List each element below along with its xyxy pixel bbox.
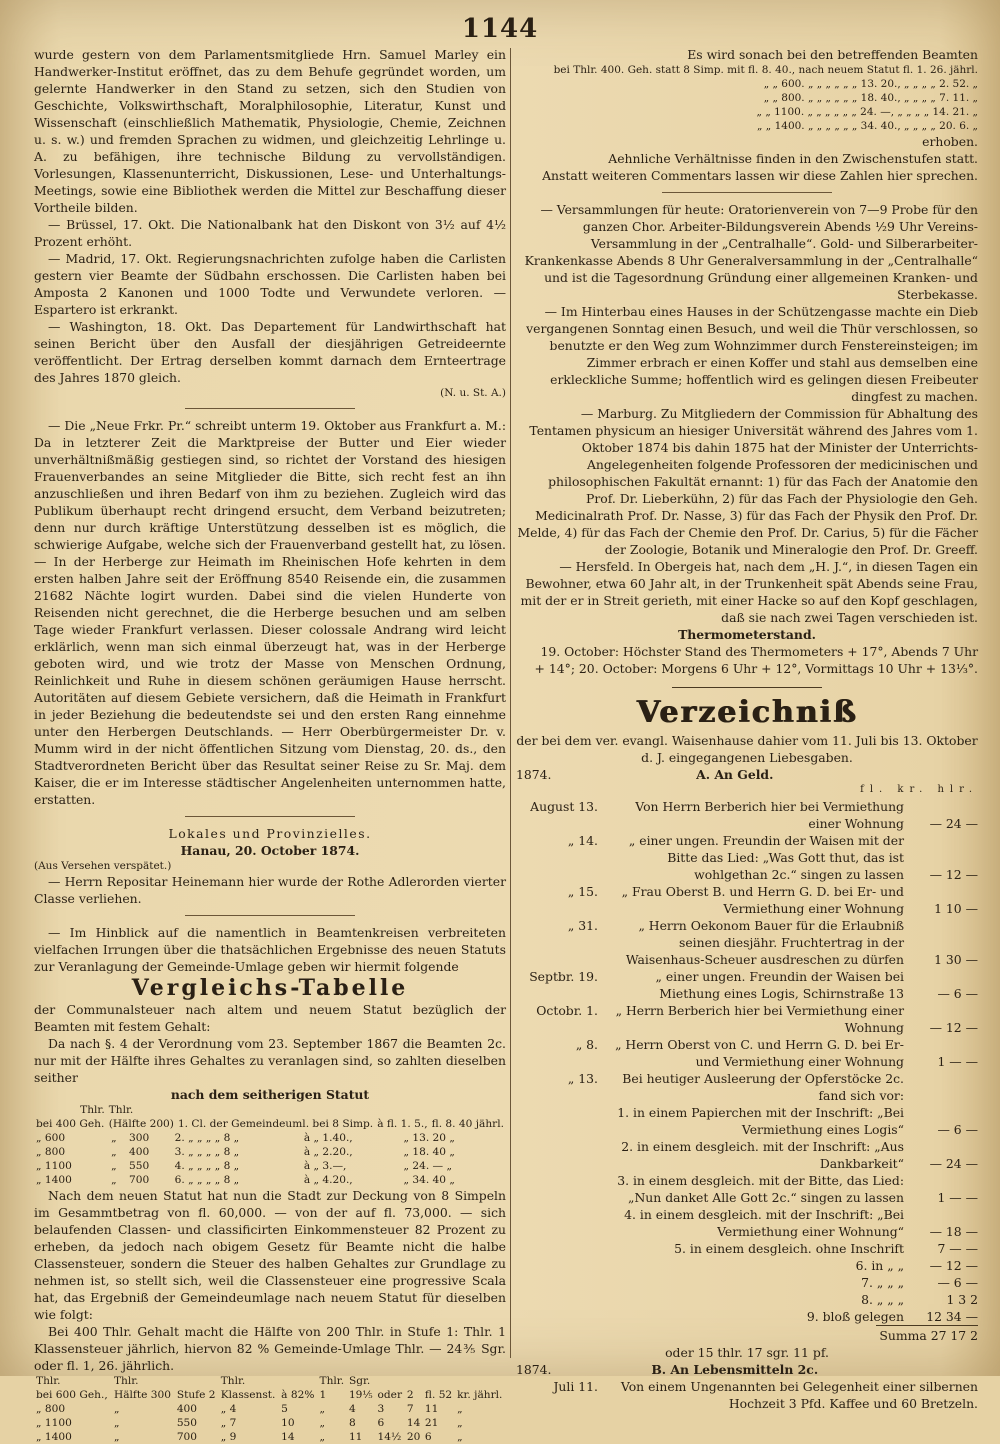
table-cell: 11 — [348, 1431, 363, 1443]
currency-units: fl. kr. hlr. — [860, 784, 978, 795]
table-cell: Klassenst. — [220, 1389, 276, 1401]
entry-date: Septbr. 19. — [529, 969, 598, 984]
table-row — [34, 1388, 506, 1402]
paragraph-intro: — Im Hinblick auf die namentlich in Beamtenkreisen verbreiteten vielfachen Irrungen über die thatsächlichen Ergebnisse des neuen Statuts zur Veranlagung der Gemeinde-Umlage geben wir hiermit folgende — [34, 925, 506, 974]
page-number: 1144 — [461, 14, 539, 44]
entry-amount: 1 10 — — [934, 901, 978, 916]
table-cell: „ — [457, 1431, 463, 1443]
entry-text: 3. in einem desgleich. mit der Bitte, das Lied: „Nun danket Alle Gott 2c.“ singen zu lassen — [617, 1173, 904, 1205]
section-b-heading: B. An Lebensmitteln 2c. — [651, 1362, 819, 1377]
table-row — [34, 1103, 506, 1117]
table-row — [34, 1145, 506, 1159]
entry-date: „ 14. — [567, 833, 598, 848]
table-cell: 6. „ „ „ „ 8 „ — [174, 1174, 240, 1186]
table-cell: „ — [111, 1160, 117, 1172]
section-separator — [185, 408, 355, 409]
paragraph-marburg: — Marburg. Zu Mitgliedern der Commission für Abhaltung des Tentamen physicum an hiesiger Universität während des Jahres vom 1. Oktober 1874 bis dahin 1875 hat der Minister der Unterrichts-Angelegenheiten folgende Professoren der medicinischen und philosophischen Fakultät ernannt: 1) für das Fach der Anatomie den Prof. Dr. Lieberkühn, 2) für das Fach der Physiologie den Geh. Medicinalrath Prof. Dr. Nasse, 3) für das Fach der Physik den Prof. Dr. Melde, 4) für das Fach der Chemie den Prof. Dr. Carius, 5) für die Fächer der Zoologie, Botanik und Mineralogie den Prof. Dr. Greeff. — [517, 406, 978, 557]
unit-label: Sgr. — [348, 1375, 371, 1387]
entry-text: Bei heutiger Ausleerung der Opferstöcke 2c. fand sich vor: — [622, 1071, 904, 1103]
thermometer-text: 19. October: Höchster Stand des Thermometers + 17°, Abends 7 Uhr + 14°; 20. October: Morgens 6 Uhr + 12°, Vormittags 10 Uhr + 13⅓°. — [534, 644, 978, 676]
new-statute-text: Nach dem neuen Statut hat nun die Stadt zur Deckung von 8 Simpeln im Gesammtbetrag von fl. 60,000. — von der auf fl. 73,000. — sich belaufenden Classen- und classificirten Einkommensteuer 82 Prozent zu erheben, da jedoch nach obigem Gesetz für Beamte nicht die halbe Classensteuer, sondern die Steuer des halben Gehaltes zur Grundlage zu nehmen ist, so stellt sich, weil die Classensteuer eine progressive Scala hat, das Ergebniß der Gemeindeumlage nach neuem Statut für dieselben wie folgt: — [34, 1188, 506, 1322]
paragraph-meetings: — Versammlungen für heute: Oratorienverein von 7—9 Probe für den ganzen Chor. Arbeiter-Bildungsverein Abends ½9 Uhr Vereins-Versammlung in der „Centralhalle“. Gold- und Silberarbeiter-Krankenkasse Abends 8 Uhr Generalversammlung in der „Centralhalle“ und ist die Tagesordnung Gründung einer allgemeinen Kranken- und Sterbekasse. — [524, 202, 978, 302]
table-cell: 550 — [128, 1160, 150, 1172]
officials-intro: Es wird sonach bei den betreffenden Beamten — [687, 47, 978, 62]
officials-list — [516, 63, 978, 133]
table-cell: 21 — [424, 1417, 439, 1429]
table-cell: fl. 8. 40 jährl. — [431, 1118, 504, 1130]
table-cell: „ 1400 — [36, 1174, 72, 1186]
table-row — [34, 1117, 506, 1131]
table-cell: 14½ — [377, 1431, 402, 1443]
table-cell: „ — [319, 1417, 326, 1429]
table-row — [34, 1374, 506, 1388]
entry-text: „ Herrn Oberst von C. und Herrn G. D. bei Er- und Vermiethung einer Wohnung — [615, 1037, 904, 1069]
sum-alternative: oder 15 thlr. 17 sgr. 11 pf. — [665, 1345, 829, 1360]
entry-text: „ einer ungen. Freundin der Waisen bei Miethung eines Logis, Schirnstraße 13 — [655, 969, 904, 1001]
table-cell: 5 — [281, 1403, 288, 1415]
entry-amount: 1 30 — — [934, 952, 978, 967]
table-cell: 8 — [348, 1417, 356, 1429]
entry-text: 6. in „ „ — [855, 1258, 904, 1273]
entry-amount: — 6 — — [937, 1122, 978, 1137]
table-cell: Hälfte 300 — [113, 1389, 171, 1401]
section-separator — [662, 192, 832, 193]
table-cell: 6 — [424, 1431, 432, 1443]
table-cell: 7 — [406, 1403, 414, 1415]
entry-date: Octobr. 1. — [536, 1003, 598, 1018]
table-cell: 2 — [406, 1389, 414, 1401]
table-cell: 20 — [406, 1431, 421, 1443]
table-cell: à „ 3.—, — [303, 1160, 347, 1172]
table-cell: „ 4 — [220, 1403, 237, 1415]
table-cell: 19⅕ — [348, 1389, 373, 1401]
entry-text: „ Frau Oberst B. und Herrn G. D. bei Er- und Vermiethung einer Wohnung — [621, 884, 904, 916]
table-cell: „ 7 — [220, 1417, 237, 1429]
entry-amount: — 24 — — [929, 1156, 978, 1171]
table-cell: 550 — [176, 1417, 198, 1429]
entry-date: August 13. — [530, 799, 598, 814]
table-row — [34, 1131, 506, 1145]
ledger-year: 1874. — [516, 1362, 552, 1377]
provisions-table — [516, 1378, 978, 1412]
table-row — [34, 1159, 506, 1173]
table-cell: 400 — [128, 1146, 150, 1158]
entry-text: 9. bloß gelegen — [806, 1309, 904, 1324]
ledger-row — [516, 968, 978, 1002]
thermometer-heading: Thermometerstand. — [678, 627, 816, 642]
ledger-row — [516, 1206, 978, 1240]
table-cell: (Hälfte 200) — [108, 1118, 174, 1130]
entry-amount: — 6 — — [937, 986, 978, 1001]
entry-text: 2. in einem desgleich. mit der Inschrift: „Aus Dankbarkeit“ — [621, 1139, 904, 1171]
ledger-row — [516, 1036, 978, 1070]
ledger-row — [516, 1138, 978, 1172]
table-row — [34, 1402, 506, 1416]
section-separator — [672, 687, 822, 688]
table-cell: „ 34. 40 „ — [403, 1174, 455, 1186]
comparison-table-title: Vergleichs-Tabelle — [131, 975, 409, 1001]
table-cell: 4. „ „ „ „ 8 „ — [174, 1160, 240, 1172]
ledger-row — [516, 1070, 978, 1104]
officials-row: „ „ 800. „ „ „ „ „ „ 18. 40., „ „ „ „ 7. 11. „ — [763, 92, 978, 104]
table-cell: 300 — [128, 1132, 150, 1144]
table-cell: „ 600 — [36, 1132, 66, 1144]
entry-date — [516, 1257, 598, 1274]
entry-date: „ 31. — [567, 918, 598, 933]
table-cell: „ 1400 — [36, 1431, 72, 1443]
table-cell: 3 — [377, 1403, 385, 1415]
table-cell: oder — [377, 1389, 403, 1401]
donations-list-subtitle: der bei dem ver. evangl. Waisenhause dahier vom 11. Juli bis 13. Oktober d. J. eingegangenen Liebesgaben. — [516, 733, 978, 765]
table-cell: „ — [319, 1431, 326, 1443]
table-row — [516, 1378, 978, 1412]
entry-amount: 1 — — — [937, 1190, 978, 1205]
ledger-row — [516, 1240, 978, 1257]
officials-row: „ „ 600. „ „ „ „ „ „ 13. 20., „ „ „ „ 2. 52. „ — [763, 78, 978, 90]
entry-text: 4. in einem desgleich. mit der Inschrift: „Bei Vermiethung einer Wohnung“ — [624, 1207, 904, 1239]
ledger-row — [516, 832, 978, 883]
ledger-header-b — [516, 1361, 978, 1378]
unit-label: Thlr. — [80, 1104, 105, 1116]
table-cell: 10 — [281, 1417, 295, 1429]
officials-row: bei Thlr. 400. Geh. statt 8 Simp. mit fl. 8. 40., nach neuem Statut fl. 1. 26. jährl. — [553, 64, 978, 76]
table-cell: 4 — [348, 1403, 356, 1415]
table-cell: „ — [457, 1417, 463, 1429]
table-cell: 2. „ „ „ „ 8 „ — [174, 1132, 240, 1144]
officials-row: „ „ 1400. „ „ „ „ „ „ 34. 40., „ „ „ „ 20. 6. „ — [757, 120, 978, 132]
section-separator — [185, 816, 355, 817]
entry-amount: — 12 — — [929, 1258, 978, 1273]
unit-label: Thlr. — [319, 1375, 345, 1387]
table-cell: 11 — [424, 1403, 439, 1415]
entry-date: „ 15. — [567, 884, 598, 899]
table-cell: „ — [111, 1174, 117, 1186]
source-note: (N. u. St. A.) — [440, 387, 506, 399]
local-heading: Lokales und Provinzielles. — [168, 826, 372, 841]
ledger-row — [516, 883, 978, 917]
entry-date — [516, 1291, 598, 1308]
donations-list-title: Verzeichniß — [636, 695, 858, 730]
entry-amount: 1 3 2 — [946, 1292, 978, 1307]
old-statute-table — [34, 1103, 506, 1131]
entry-date: Juli 11. — [553, 1379, 598, 1394]
table-cell: 400 — [176, 1403, 198, 1415]
old-statute-text: Da nach §. 4 der Verordnung vom 23. September 1867 die Beamten 2c. nur mit der Hälfte ihres Gehaltes zu veranlagen sind, so zahlten dieselben seither — [34, 1036, 506, 1085]
table-cell: 700 — [128, 1174, 150, 1186]
ledger-row — [516, 1257, 978, 1274]
entry-amount: 1 — — — [937, 1054, 978, 1069]
paragraph-theft: — Im Hinterbau eines Hauses in der Schützengasse machte ein Dieb vergangenen Sonntag einen Besuch, und weil die Thür verschlossen, so benutzte er den Weg zum Wohnzimmer durch Fenstereinsteigen; im Zimmer erbrach er einen Koffer und stahl aus demselben eine erkleckliche Summe; hoffentlich wird es gelingen diesen Freibeuter dingfest zu machen. — [526, 304, 978, 404]
officials-end: erhoben. — [922, 134, 978, 149]
paragraph-madrid: — Madrid, 17. Okt. Regierungsnachrichten zufolge haben die Carlisten gestern vier Beamte der Südbahn erschossen. Die Carlisten haben bei Amposta 2 Kanonen und 1000 Todte und Verwundete verloren. — Espartero ist erkrankt. — [34, 251, 506, 317]
entry-text: Von Herrn Berberich hier bei Vermiethung einer Wohnung — [635, 799, 904, 831]
table-cell: 6 — [377, 1417, 385, 1429]
table-cell: 14 — [406, 1417, 421, 1429]
table-cell: à „ 4.20., — [303, 1174, 353, 1186]
table-cell: à „ 1.40., — [303, 1132, 353, 1144]
table-cell: Stufe 2 — [176, 1389, 216, 1401]
table-cell: „ — [113, 1403, 120, 1415]
ledger-year: 1874. — [516, 767, 552, 782]
table-subtitle: der Communalsteuer nach altem und neuem Statut bezüglich der Beamten mit festem Gehalt: — [34, 1002, 506, 1034]
ledger-row — [516, 798, 978, 832]
table-cell: bei 600 Geh., — [36, 1389, 108, 1401]
table-cell: „ 1100 — [36, 1417, 72, 1429]
old-statute-table-rows — [34, 1131, 506, 1187]
column-divider — [510, 48, 511, 1358]
table-cell: „ — [319, 1403, 326, 1415]
entry-amount — [904, 1070, 978, 1104]
section-separator — [185, 915, 355, 916]
officials-row: „ „ 1100. „ „ „ „ „ „ 24. —, „ „ „ „ 14. 21. „ — [756, 106, 978, 118]
ledger-row — [516, 1291, 978, 1308]
entry-text: Von einem Ungenannten bei Gelegenheit einer silbernen Hochzeit 3 Pfd. Kaffee und 60 Bretzeln. — [620, 1379, 978, 1411]
similar-note: Aehnliche Verhältnisse finden in den Zwischenstufen statt. — [608, 151, 978, 166]
entry-text: „ Herrn Oekonom Bauer für die Erlaubniß seinen diesjähr. Fruchtertrag in der Waisenhaus-Scheuer ausdreschen zu dürfen — [625, 918, 904, 967]
entry-text: 1. in einem Papierchen mit der Inschrift: „Bei Vermiethung eines Logis“ — [617, 1105, 904, 1137]
entry-amount: — 6 — — [937, 1275, 978, 1290]
unit-label: Thlr. — [113, 1375, 139, 1387]
table-cell: „ 24. — „ — [403, 1160, 453, 1172]
table-cell: „ — [111, 1132, 117, 1144]
ledger-row — [516, 917, 978, 968]
ledger-row — [516, 1308, 978, 1325]
ledger-row — [516, 1172, 978, 1206]
ledger-row — [516, 1274, 978, 1291]
entry-amount: 12 34 — — [926, 1309, 978, 1324]
entry-date: „ 8. — [575, 1037, 598, 1052]
table-cell: fl. 52 — [424, 1389, 453, 1401]
table-cell: „ — [113, 1431, 120, 1443]
table-cell: „ 18. 40 „ — [403, 1146, 455, 1158]
entry-text: 5. in einem desgleich. ohne Inschrift — [674, 1241, 904, 1256]
unit-label: Thlr. — [36, 1375, 61, 1387]
entry-amount: — 24 — — [929, 816, 978, 831]
entry-text: „ Herrn Berberich hier bei Vermiethung einer Wohnung — [615, 1003, 904, 1035]
ledger-row — [516, 1002, 978, 1036]
table-row — [34, 1430, 506, 1444]
table-cell: 14 — [281, 1431, 295, 1443]
paragraph-frankfurt: — Die „Neue Frkr. Pr.“ schreibt unterm 19. Oktober aus Frankfurt a. M.: Da in letzterer Zeit die Marktpreise der Butter und Eier wieder unverhältnißmäßig gestiegen sind, so richtet der Vorstand des hiesigen Frauenverbandes an seine Mitglieder die Bitte, sich recht fest an ihn anzuschließen und ihren Bedarf von ihm zu beziehen. Zugleich wird das Publikum überhaupt recht dringend ersucht, dem Verband beizutreten; denn nur durch kräftige Unterstützung desselben ist es möglich, die schwierige Aufgabe, welche sich der Frauenverband gestellt hat, zu lösen. — In der Herberge zur Heimath im Rheinischen Hofe kehrten in dem ersten halben Jahre seit der Eröffnung 8540 Reisende ein, die zusammen 21682 Nächte logirt wurden. Dabei sind die vielen Hunderte von Reisenden nicht gerechnet, die die Herberge besuchen und am selben Tage wieder Frankfurt verlassen. Dieser colossale Andrang wird leicht erklärlich, wenn man sich einmal überzeugt hat, was in der Herberge geboten wird, und wie trotz der Masse von Menschen Ordnung, Reinlichkeit und Ruhe in diesem schönen geräumigen Hause herrscht. Autoritäten auf diesem Gebiete versichern, daß die Heimath in Frankfurt in jeder Beziehung die bedeutendste sei und den ersten Rang einnehme unter den Herbergen Deutschlands. — Herr Oberbürgermeister Dr. v. Mumm wird in der nicht öffentlichen Sitzung vom Dienstag, 20. ds., den Stadtverordneten Bericht über das Resultat seiner Reise zu Sr. Maj. dem Kaiser, die er im Interesse städtischer Angelenheiten unternommen hatte, erstatten. — [34, 418, 506, 807]
entry-date: „ 13. — [567, 1071, 598, 1086]
table-row — [34, 1173, 506, 1187]
table-cell: „ 9 — [220, 1431, 237, 1443]
table-cell: 1. Cl. der Gemeindeuml. bei 8 Simp. — [177, 1118, 374, 1130]
table-cell: bei 400 Geh. — [36, 1118, 105, 1130]
entry-text: 8. „ „ „ — [861, 1292, 904, 1307]
entry-date — [516, 1274, 598, 1291]
paragraph-brussels: — Brüssel, 17. Okt. Die Nationalbank hat den Diskont von 3½ auf 4½ Prozent erhöht. — [34, 217, 506, 249]
entry-date — [516, 1104, 598, 1138]
table-cell: „ 1100 — [36, 1160, 72, 1172]
table-cell: „ 800 — [36, 1403, 66, 1415]
old-statute-heading: nach dem seitherigen Statut — [170, 1087, 370, 1102]
example-text: Bei 400 Thlr. Gehalt macht die Hälfte von 200 Thlr. in Stufe 1: Thlr. 1 Klassensteuer jährlich, hiervon 82 % Gemeinde-Umlage Thlr. — 24⅗ Sgr. oder fl. 1, 26. jährlich. — [34, 1324, 506, 1373]
table-row — [34, 1416, 506, 1430]
table-cell: 3. „ „ „ „ 8 „ — [174, 1146, 240, 1158]
entry-amount: — 18 — — [929, 1224, 978, 1239]
entry-date — [516, 1172, 598, 1206]
unit-label: Thlr. — [108, 1104, 134, 1116]
entry-amount: 7 — — — [937, 1241, 978, 1256]
paragraph-hersfeld: — Hersfeld. In Obergeis hat, nach dem „H. J.“, in diesen Tagen ein Bewohner, etwa 60 Jahr alt, in der Trunkenheit spät Abends seine Frau, mit der er in Streit gerieth, mit einer Hacke so auf den Kopf geschlagen, daß sie nach zwei Tagen verschieden ist. — [520, 559, 978, 625]
section-a-heading: A. An Geld. — [696, 767, 774, 782]
paragraph-heinemann: — Herrn Repositar Heinemann hier wurde der Rothe Adlerorden vierter Classe verliehen. — [34, 874, 506, 906]
table-cell: à fl. 1. 5., — [377, 1118, 428, 1130]
entry-text: 7. „ „ „ — [861, 1275, 904, 1290]
entry-amount: — 12 — — [929, 1020, 978, 1035]
entry-text: „ einer ungen. Freundin der Waisen mit der Bitte das Lied: „Was Gott thut, das ist wohlgethan 2c.“ singen zu lassen — [628, 833, 904, 882]
table-cell: „ 800 — [36, 1146, 66, 1158]
sum-line: Summa 27 17 2 — [876, 1325, 978, 1344]
entry-date — [516, 1138, 598, 1172]
paragraph-washington: — Washington, 18. Okt. Das Departement für Landwirthschaft hat seinen Bericht über den Ausfall der diesjährigen Getreideernte veröffentlicht. Der Ertrag derselben kommt darnach dem Ernteertrage des Jahres 1870 gleich. — [34, 319, 506, 385]
new-statute-table — [34, 1374, 506, 1444]
late-note: (Aus Versehen verspätet.) — [34, 860, 172, 872]
entry-amount: — 12 — — [929, 867, 978, 882]
donations-table — [516, 798, 978, 1325]
table-cell: „ 13. 20 „ — [403, 1132, 455, 1144]
left-column — [34, 46, 506, 1443]
table-cell: „ — [111, 1146, 117, 1158]
entry-date — [516, 1240, 598, 1257]
paragraph-institute: wurde gestern von dem Parlamentsmitgliede Hrn. Samuel Marley ein Handwerker-Institut eröffnet, das zu dem Behufe gegründet worden, um gelernte Handwerker in den Stand zu setzen, sich den Studien von Geschichte, Volkswirthschaft, Moralphilosophie, Literatur, Kunst und Wissenschaft (einschließlich Mathematik, Physiologie, Chemie, Zeichnen u. s. w.) und fremden Sprachen zu widmen, und gleichzeitig Lehrlinge u. A. zu befähigen, ihre technische Bildung zu vervollständigen. Vorlesungen, Klassenunterricht, Diskussionen, Lese- und Unterhaltungs-Meetings, sowie eine Bibliothek werden die Mittel zur Beschaffung dieser Vortheile bilden. — [34, 47, 506, 215]
dateline: Hanau, 20. October 1874. — [180, 843, 360, 858]
table-cell: „ — [457, 1403, 463, 1415]
entry-date — [516, 1308, 598, 1325]
table-cell: 700 — [176, 1431, 198, 1443]
table-cell: 1 — [319, 1389, 327, 1401]
table-cell: à „ 2.20., — [303, 1146, 353, 1158]
table-cell: kr. jährl. — [457, 1389, 503, 1401]
unit-label: Thlr. — [220, 1375, 246, 1387]
right-column — [516, 46, 978, 1411]
no-comment-note: Anstatt weiteren Commentars lassen wir diese Zahlen hier sprechen. — [542, 168, 978, 183]
table-cell: „ — [113, 1417, 120, 1429]
entry-date — [516, 1206, 598, 1240]
ledger-row — [516, 1104, 978, 1138]
table-cell: à 82% — [281, 1389, 315, 1401]
